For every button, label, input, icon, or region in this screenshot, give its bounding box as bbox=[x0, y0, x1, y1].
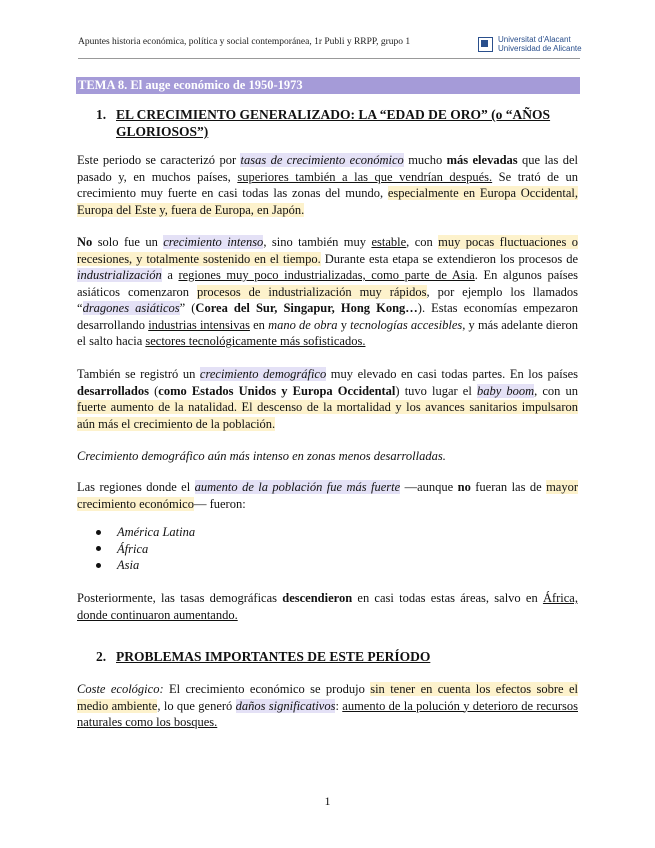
page-number: 1 bbox=[324, 794, 331, 808]
section-1-title: 1. EL CRECIMIENTO GENERALIZADO: LA “EDAD DE ORO” (o “AÑOS GLORIOSOS”) bbox=[96, 107, 551, 139]
university-logo bbox=[478, 35, 582, 53]
regions-list bbox=[96, 524, 195, 574]
paragraph-3: También se registró un crecimiento demográfico muy elevado en casi todas partes. En los países desarrollados (como Estados Unidos y Europa Occidental) tuvo lugar el baby boom, con un fuerte aumento de la natalidad. El descenso de la mortalidad y los avances sanitarios impulsaron aún más el crecimiento de la población. bbox=[77, 367, 579, 431]
university-logo-icon bbox=[478, 37, 493, 52]
chapter-heading: TEMA 8. El auge económico de 1950-1973 bbox=[76, 77, 580, 94]
paragraph-4: Crecimiento demográfico aún más intenso en zonas menos desarrolladas. bbox=[77, 449, 446, 463]
list-item: América Latina bbox=[96, 524, 195, 541]
logo-line-1: Universitat d'Alacant bbox=[498, 35, 571, 44]
list-item: Asia bbox=[96, 557, 195, 574]
paragraph-2: No solo fue un crecimiento intenso, sino también muy estable, con muy pocas fluctuaciones o recesiones, y totalmente sostenido en el tiempo. Durante esta etapa se extendieron los procesos de industrialización a regiones muy poco industrializadas, como parte de Asia. En algunos países asiáticos comenzaron procesos de industrialización muy rápidos, por ejemplo los llamados “dragones asiáticos” (Corea del Sur, Singapur, Hong Kong…). Estas economías empezaron desarrollando industrias intensivas en mano de obra y tecnologías accesibles, y más adelante dieron el salto hacia sectores tecnológicamente más sofisticados. bbox=[77, 235, 578, 348]
document-header: Apuntes historia económica, política y social contemporánea, 1r Publi y RRPP, grupo 1 bbox=[78, 37, 411, 47]
list-item: África bbox=[96, 541, 195, 558]
header-divider bbox=[78, 58, 580, 59]
bullet-icon bbox=[96, 530, 101, 535]
bullet-icon bbox=[96, 563, 101, 568]
paragraph-7: Coste ecológico: El crecimiento económico se produjo sin tener en cuenta los efectos sobre el medio ambiente, lo que generó daños significativos: aumento de la polución y deterioro de recursos naturales como los bosques. bbox=[77, 682, 579, 729]
paragraph-1: Este periodo se caracterizó por tasas de crecimiento económico mucho más elevadas que las del pasado y, en muchos países, superiores también a las que vendrían después. Se trató de un crecimiento muy fuerte en casi todas las zonas del mundo, especialmente en Europa Occidental, Europa del Este y, fuera de Europa, en Japón. bbox=[77, 153, 578, 217]
paragraph-6: Posteriormente, las tasas demográficas descendieron en casi todas estas áreas, salvo en África, donde continuaron aumentando. bbox=[77, 591, 578, 622]
section-2-title: 2. PROBLEMAS IMPORTANTES DE ESTE PERÍODO bbox=[96, 649, 431, 664]
bullet-icon bbox=[96, 546, 101, 551]
logo-line-2: Universidad de Alicante bbox=[498, 44, 582, 53]
paragraph-5: Las regiones donde el aumento de la población fue más fuerte —aunque no fueran las de mayor crecimiento económico— fueron: bbox=[77, 480, 579, 511]
